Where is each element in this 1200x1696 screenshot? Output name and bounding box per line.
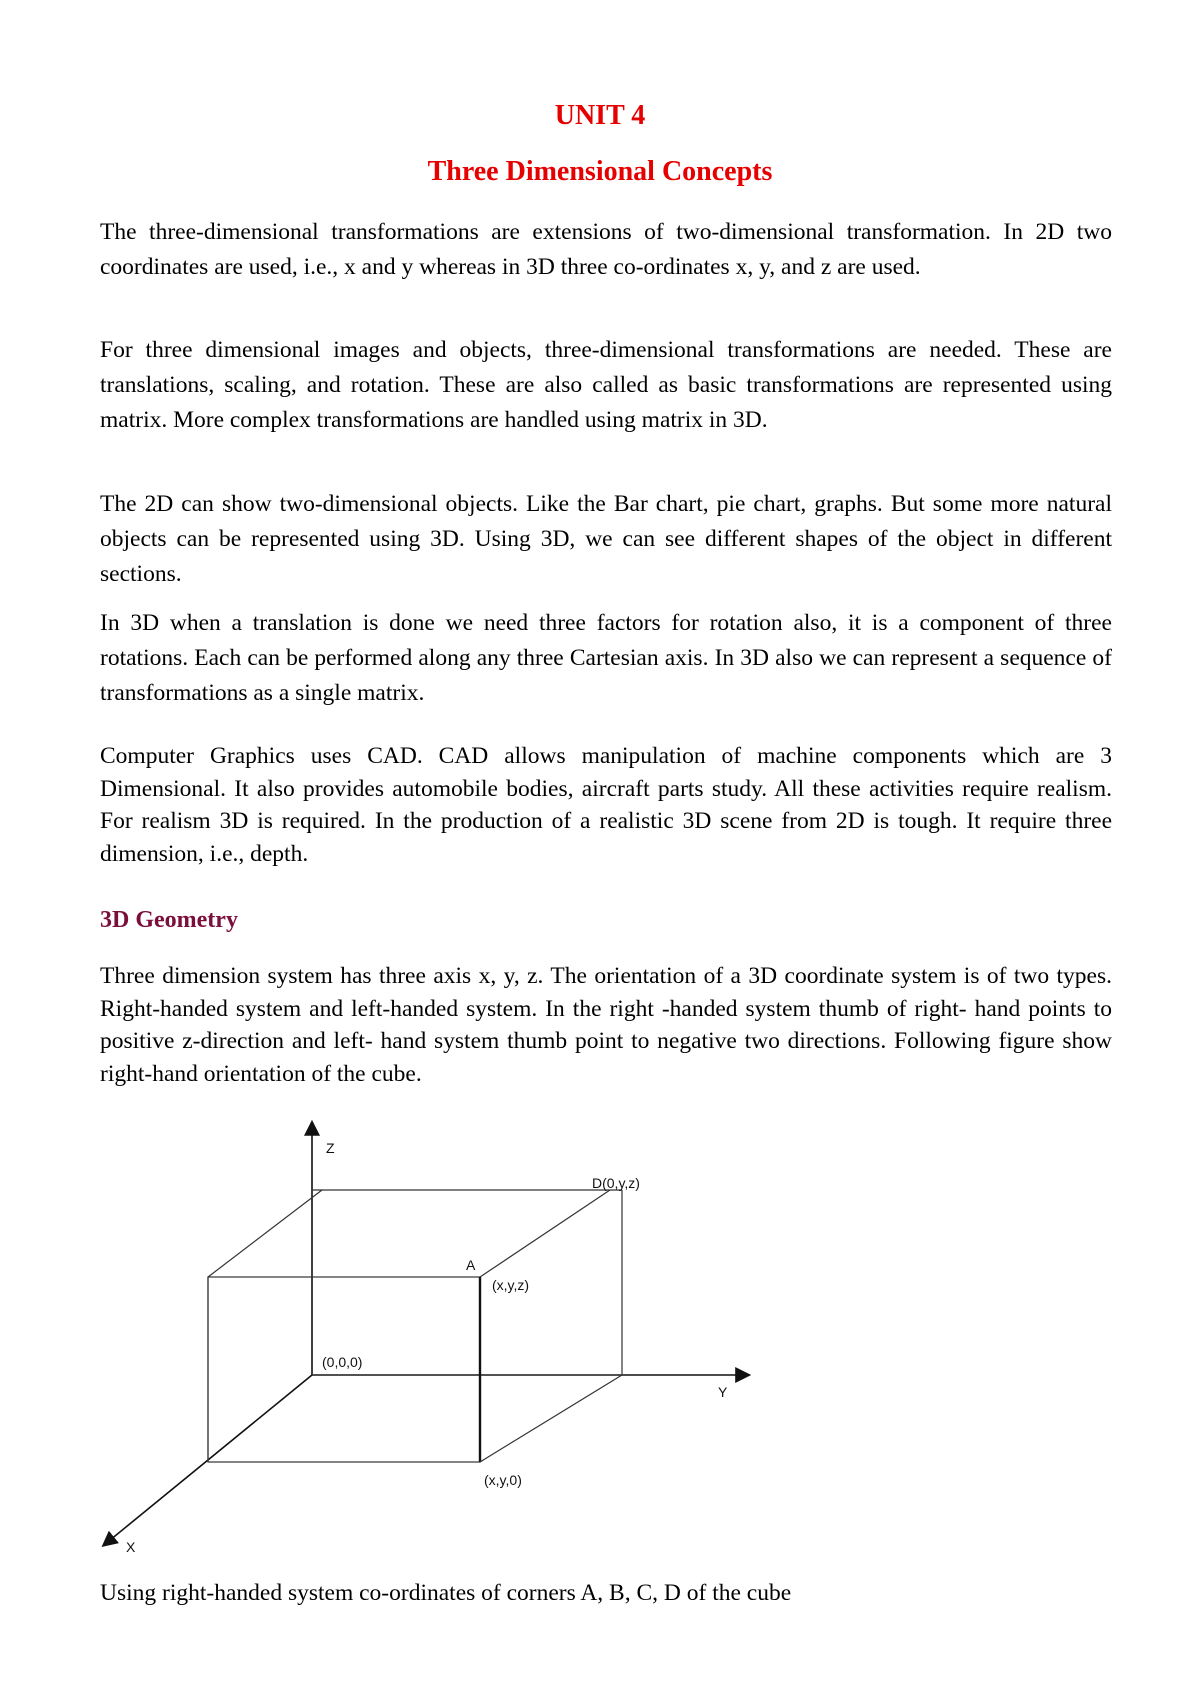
paragraph-2: For three dimensional images and objects, three-dimensional transformations are needed. These are translations, scaling, and rotation. These are also called as basic transformations are represented using matrix. More complex transformations are handled using matrix in 3D. [100,337,1112,433]
label-origin: (0,0,0) [322,1354,363,1370]
cube-coordinate-figure [90,1115,770,1555]
unit-title: UNIT 4 [554,100,646,131]
label-z: Z [326,1140,335,1156]
paragraph-4: In 3D when a translation is done we need three factors for rotation also, it is a component of three rotations. Each can be performed along any three Cartesian axis. In 3D also we can represent a sequence of transformations as a single matrix. [100,610,1112,706]
figure-caption: Using right-handed system co-ordinates of corners A, B, C, D of the cube [100,1580,792,1606]
cube-edge [208,1190,322,1277]
label-d: D(0,y,z) [592,1175,640,1191]
section-heading: 3D Geometry [100,907,238,933]
cube-edge [480,1190,610,1277]
cube-edge [480,1375,622,1462]
label-xyz: (x,y,z) [492,1277,530,1293]
page-title: Three Dimensional Concepts [427,156,773,187]
label-x: X [126,1539,136,1555]
paragraph-1: The three-dimensional transformations are extensions of two-dimensional transformation. In 2D two coordinates are used, i.e., x and y whereas in 3D three co-ordinates x, y, and z are used. [100,219,1112,280]
label-a: A [466,1257,476,1273]
paragraph-5: Computer Graphics uses CAD. CAD allows manipulation of machine components which are 3 Dimensional. It also provides automobile bodies, aircraft parts study. All these activities require realism. For realism 3D is required. In the production of a realistic 3D scene from 2D is tough. It require three dimension, i.e., depth. [100,743,1112,867]
label-y: Y [718,1384,728,1400]
label-xy0: (x,y,0) [484,1472,522,1488]
section-paragraph: Three dimension system has three axis x, y, z. The orientation of a 3D coordinate system is of two types. Right-handed system and left-handed system. In the right -handed system thumb of right- hand points to positive z-direction and left- hand system thumb point to negative two directions. Following figure show right-hand orientation of the cube. [100,963,1112,1087]
paragraph-3: The 2D can show two-dimensional objects. Like the Bar chart, pie chart, graphs. But some more natural objects can be represented using 3D. Using 3D, we can see different shapes of the object in different sections. [100,491,1112,587]
